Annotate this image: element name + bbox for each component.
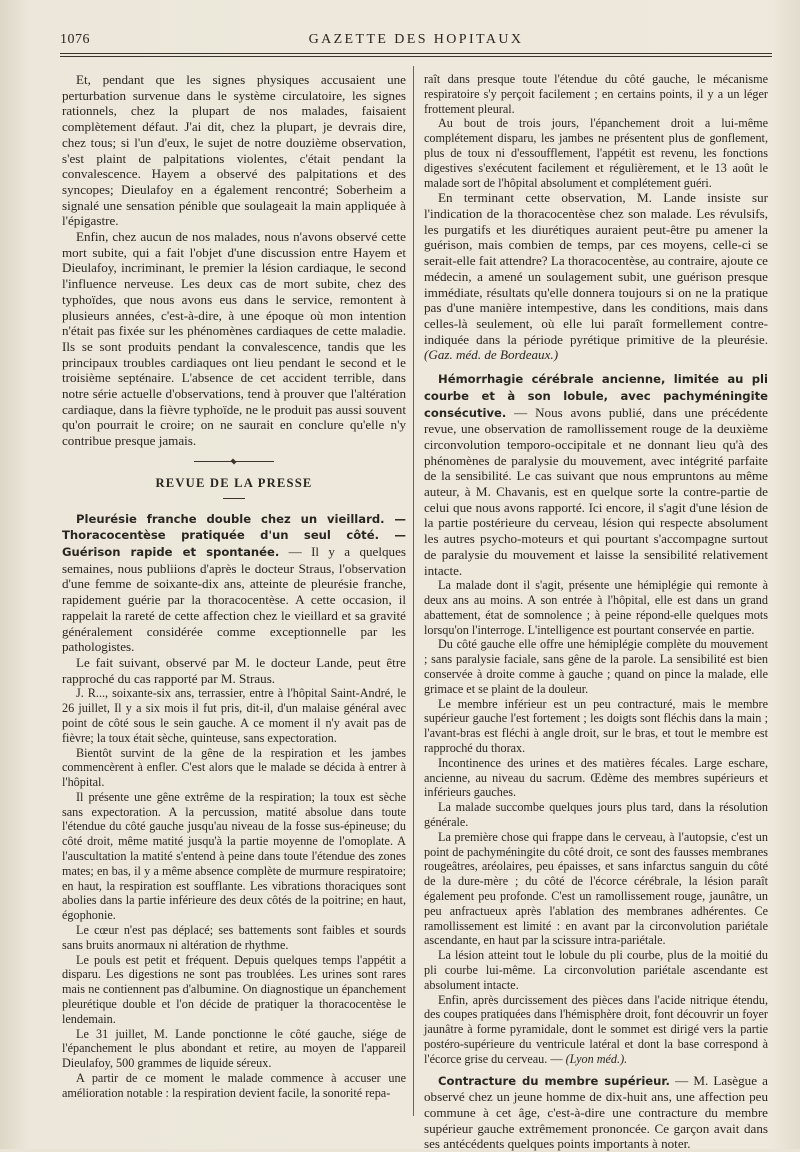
case-continuation-paragraph: raît dans presque toute l'étendue du côté gauche, le mécanisme respiratoire s'y perçoit facilement ; en certains points, il y a un léger frottement pleural. (424, 72, 768, 116)
article3-text: — M. Lasègue a observé chez un jeune homme de dix-huit ans, une affection peu commune à cet âge, c'est-à-dire une contracture du membre supérieur gauche extrêmement prononcée. Ce garçon avait dans ses antécédents quelques points importants à noter. (424, 1072, 768, 1152)
conclusion-source: (Gaz. méd. de Bordeaux.) (424, 347, 559, 363)
left-column (62, 72, 406, 1132)
case-paragraph-5: Le pouls est petit et fréquent. Depuis quelques temps l'appétit a disparu. Les digestions ne sont pas troublées. Les urines sont rares mais ne contiennent pas d'albumine. On diagnostique un épanchement pleurétique double et l'on décide de pratiquer la thoracocentèse le lendemain. (62, 952, 406, 1026)
article1-lead-paragraph (62, 511, 406, 655)
article2-paragraph-2: La malade dont il s'agit, présente une hémiplégie qui remonte à deux ans au moins. A son entrée à l'hôpital, elle est dans un grand abattement, état de somnolence ; à peine répond-elle quelques mots lorsqu'on l'interroge. L'intelligence est pourtant conservée en partie. (424, 578, 768, 637)
article2-paragraph-5: Incontinence des urines et des matières fécales. Large eschare, ancienne, au niveau du sacrum. Œdème des membres supérieurs et inférieurs gauches. (424, 755, 768, 800)
article2-paragraph-7: La première chose qui frappe dans le cerveau, à l'autopsie, c'est un point de pachyméningite du côté droit, ce sont des fausses membranes rougeâtres, aréolaires, peu épaisses, et sans infarctus sanguin du côté de la dure-mère ; du côté de l'écorce cérébrale, la lésion paraît également peu profonde. C'est un ramollissement rouge, jaunâtre, un peu anfractueux après l'ablation des membranes adhérentes. Ce ramollissement est limité : en avant par la circonvolution pariétale ascendante, en haut par la scissure intra-pariétale. (424, 829, 768, 948)
case-paragraph-1: J. R..., soixante-six ans, terrassier, entre à l'hôpital Saint-André, le 26 juillet, Il y a six mois il fut pris, dit-il, d'un malaise général avec point de côté sous le sein gauche. A ce moment il n'y avait pas de fièvre; la toux était sèche, quinteuse, sans expectoration. (62, 686, 406, 745)
article2-title: Hémorrhagie cérébrale ancienne, limitée au pli courbe et à son lobule, avec pachyméningite consécutive. (424, 372, 768, 420)
conclusion-paragraph (424, 190, 768, 363)
right-column (424, 72, 768, 1152)
header-rule-secondary (60, 56, 772, 57)
article1-lead-text: — Il y a quelques semaines, nous publiions d'après le docteur Straus, l'observation d'une femme de soixante-dix ans, atteinte de pleurésie franche, rapidement guérie par la thoracocentèse. A cette occasion, il rappelait la rareté de cette affection chez le vieillard et sa gravité généralement considérée comme exceptionnelle par les pathologistes. (62, 543, 406, 655)
case-paragraph-3: Il présente une gêne extrême de la respiration; la toux est sèche sans expectoration. A la percussion, matité absolue dans toute l'étendue du côté gauche jusqu'au niveau de la fosse sus-épineuse; du côté droit, même matité jusqu'à la partie moyenne de l'omoplate. A l'auscultation la matité s'entend à peine dans toute l'étendue des zones mates; en bas, il y a même absence complète de murmure respiratoire; en haut, la respiration est soufflante. Les vibrations thoraciques sont abolies dans la partie inférieure des deux côtés de la poitrine; en haut, égophonie. (62, 789, 406, 923)
article1-title: Pleurésie franche double chez un vieillard. — Thoracocentèse pratiquée d'un seul côté. — Guérison rapide et spontanée. (62, 511, 406, 559)
section-title-rule (223, 498, 245, 499)
column-divider (413, 66, 414, 1116)
article2-lead-paragraph (424, 371, 768, 578)
section-title: REVUE DE LA PRESSE (155, 475, 313, 490)
article2-final-text: Enfin, après durcissement des pièces dans l'acide nitrique étendu, des coupes pratiquées dans l'hémisphère droit, font découvrir un foyer jaunâtre à forme pyramidale, dont le sommet est dirigé vers la partie postéro-supérieure du ventricule latéral et dont la base correspond à l'écorce grise du cerveau. — (424, 992, 768, 1066)
case-paragraph-4: Le cœur n'est pas déplacé; ses battements sont faibles et sourds sans bruits anormaux ni altération de rhythme. (62, 923, 406, 952)
case-paragraph-2: Bientôt survint de la gêne de la respiration et les jambes commencèrent à enfler. C'est alors que le malade se décida à entrer à l'hôpital. (62, 745, 406, 790)
article3-lead-paragraph (424, 1073, 768, 1152)
intro-paragraph-2: Enfin, chez aucun de nos malades, nous n'avons observé cette mort subite, qui a fait l'objet d'une discussion entre Hayem et Dieulafoy, incriminant, le premier la lésion cardiaque, le second l'influence nerveuse. Les deux cas de mort subite, chez des typhoïdes, que nous avons eus dans le service, remontent à plusieurs années, c'est-à-dire, à une époque où mon intention n'était pas fixée sur les phénomènes cardiaques de cette maladie. Ils se sont produits pendant la convalescence, tandis que les principaux troubles cardiaques ont lieu pendant le second et le troisième septénaire. L'absence de cet accident terrible, dans notre série actuelle d'observations, tend à prouver que l'altération cardiaque, dans la fièvre typhoïde, ne le produit pas aussi souvent qu'on pourrait le croire; on ne saurait en conclure qu'elle n'y contribue presque jamais. (62, 229, 406, 449)
case-recovery-paragraph: Au bout de trois jours, l'épanchement droit a lui-même complétement disparu, les jambes ne présentent plus de gonflement, plus de toux ni d'essoufflement, l'appétit est revenu, les fonctions digestives s'exécutent facilement et régulièrement, et le 13 août le malade sort de l'hôpital absolument et complétement guéri. (424, 116, 768, 190)
article1-paragraph-2: Le fait suivant, observé par M. le docteur Lande, peut être rapproché du cas rapporté par M. Straus. (62, 654, 406, 686)
article2-paragraph-3: Du côté gauche elle offre une hémiplégie complète du mouvement ; sans paralysie faciale, sans gêne de la parole. La sensibilité est bien conservée à droite comme à gauche ; quand on pince la malade, elle grimace et se plaint de la douleur. (424, 637, 768, 696)
section-separator-ornament (194, 459, 274, 464)
page-number: 1076 (60, 32, 90, 47)
article2-paragraph-8: La lésion atteint tout le lobule du pli courbe, plus de la moitié du pli courbe lui-même. La circonvolution pariétale ascendante est absolument intacte. (424, 948, 768, 992)
journal-title: GAZETTE DES HOPITAUX (308, 32, 524, 47)
article2-paragraph-6: La malade succombe quelques jours plus tard, dans la résolution générale. (424, 800, 768, 829)
case-paragraph-7: A partir de ce moment le malade commence à accuser une amélioration notable : la respiration devient facile, la sonorité repa- (62, 1071, 406, 1100)
article3-title: Contracture du membre supérieur. (438, 1073, 670, 1088)
article2-paragraph-9 (424, 993, 768, 1067)
conclusion-text: En terminant cette observation, M. Lande insiste sur l'indication de la thoracocentèse chez son malade. Les révulsifs, les purgatifs et les diurétiques auraient peut-être pu amener la guérison, mais combien de temps, par ces moyens, celle-ci se serait-elle fait attendre? La thoracocentèse, au contraire, ajoute ce médecin, a amené un soulagement subit, une guérison presque immédiate, résultats qu'elle donnera toujours si on ne la pratique pas d'une manière intempestive, dans les conditions, mais dans celles-là seulement, où elle lui paraît formellement contre-indiquée dans la période pyrétique primitive de la pleurésie. (424, 190, 768, 347)
case-paragraph-6: Le 31 juillet, M. Lande ponctionne le côté gauche, siége de l'épanchement le plus abondant et retire, au moyen de l'appareil Dieulafoy, 500 grammes de liquide séreux. (62, 1026, 406, 1071)
header-rule (60, 53, 772, 54)
article2-source: (Lyon méd.). (565, 1051, 628, 1066)
article2-paragraph-4: Le membre inférieur est un peu contracturé, mais le membre supérieur gauche l'est fortement ; les doigts sont fléchis dans la main ; l'avant-bras est fléchi à angle droit, sur le bras, et tout le membre est rapproché du thorax. (424, 696, 768, 756)
intro-paragraph-1: Et, pendant que les signes physiques accusaient une perturbation survenue dans le système circulatoire, les signes rationnels, chez la plupart de nos malades, faisaient complètement défaut. J'ai dit, chez la plupart, je devrais dire, chez tous; si l'un d'eux, le sujet de notre douzième observation, s'est plaint de palpitations violentes, c'était pendant la convalescence. Hayem a observé des palpitations et des syncopes; Dieulafoy en a également rencontré; Soberheim a signalé une sensation pénible que soulageait la main appliquée à l'épigastre. (62, 72, 406, 229)
article2-lead-text: — Nous avons publié, dans une précédente revue, une observation de ramollissement rouge de la deuxième circonvolution temporo-occipitale et ne donnant lieu qu'à des phénomènes de paralysie du mouvement, avec intégrité parfaite de la sensibilité. Le cas suivant que nous empruntons au même auteur, à M. Chavanis, est en quelque sorte la contre-partie de celui que nous avons rapporté. Ici encore, il s'agit d'une lésion de la partie postérieure du cerveau, lésion qui respecte absolument les autres psycho-moteurs et qui pourtant s'accompagne surtout de paralysie du mouvement et laisse la sensibilité relativement intacte. (424, 404, 768, 578)
page-header (60, 30, 772, 52)
